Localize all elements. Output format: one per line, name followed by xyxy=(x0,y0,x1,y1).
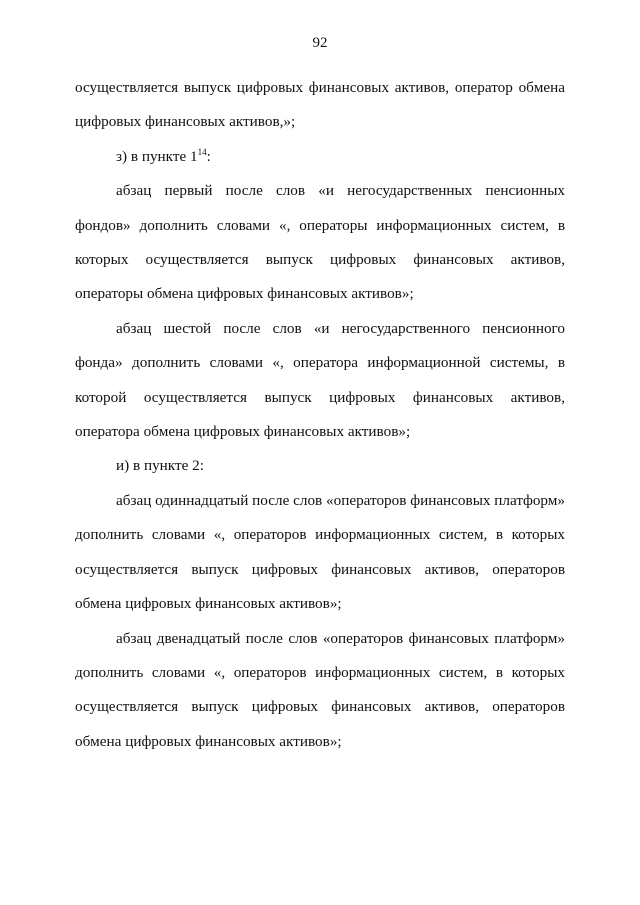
paragraph-item-i: и) в пункте 2: xyxy=(116,457,204,475)
item-z-text: з) в пункте 1 xyxy=(116,147,198,165)
item-z-superscript: 14 xyxy=(197,146,207,157)
paragraph-abzac-first: абзац первый после слов «и негосударственных пенсионных фондов» дополнить словами «, операторы информационных систем, в которых осуществляется выпуск цифровых финансовых активов, операторы обмена цифровых финансовых активов»; xyxy=(75,182,565,303)
paragraph-item-z xyxy=(75,140,565,174)
page-number: 92 xyxy=(312,35,328,51)
paragraph-continuation: осуществляется выпуск цифровых финансовых активов, оператор обмена цифровых финансовых активов,»; xyxy=(75,79,565,131)
document-body xyxy=(75,71,565,759)
paragraph-abzac-twelfth: абзац двенадцатый после слов «операторов финансовых платформ» дополнить словами «, операторов информационных систем, в которых осуществляется выпуск цифровых финансовых активов, операторов обмена цифровых финансовых активов»; xyxy=(75,629,565,750)
paragraph-abzac-sixth: абзац шестой после слов «и негосударственного пенсионного фонда» дополнить словами «, оператора информационной системы, в которой осуществляется выпуск цифровых финансовых активов, оператора обмена цифровых финансовых активов»; xyxy=(75,319,565,441)
paragraph-abzac-eleventh: абзац одиннадцатый после слов «операторов финансовых платформ» дополнить словами «, операторов информационных систем, в которых осуществляется выпуск цифровых финансовых активов, операторов обмена цифровых финансовых активов»; xyxy=(75,491,565,613)
item-z-suffix: : xyxy=(206,147,211,165)
